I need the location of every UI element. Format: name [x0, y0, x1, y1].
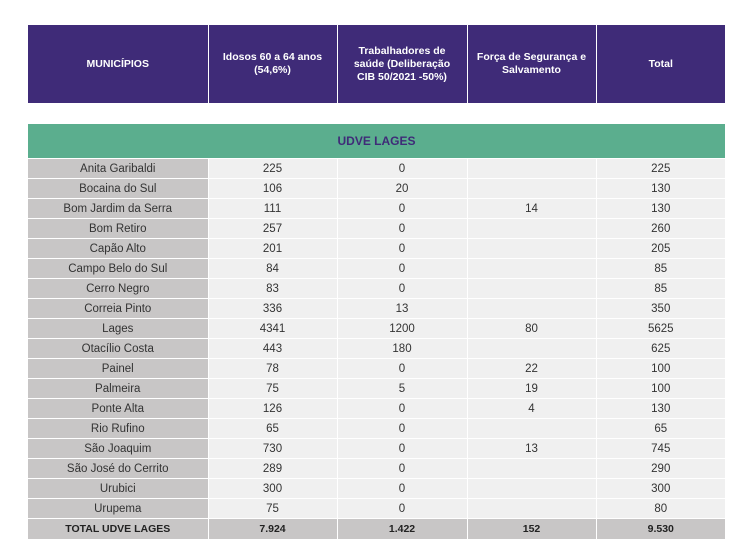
cell-municipio: Lages	[28, 319, 208, 339]
table-row	[28, 199, 725, 219]
vaccination-table	[28, 25, 725, 539]
cell-total: 350	[596, 299, 725, 319]
cell-municipio: Otacílio Costa	[28, 339, 208, 359]
table-row	[28, 279, 725, 299]
cell-idosos: 106	[208, 179, 337, 199]
table-row	[28, 399, 725, 419]
cell-trabalhadores: 0	[337, 239, 467, 259]
total-cell-municipio: TOTAL UDVE LAGES	[28, 519, 208, 540]
cell-forca-seguranca	[467, 259, 596, 279]
cell-forca-seguranca	[467, 419, 596, 439]
cell-total: 225	[596, 159, 725, 179]
table-row	[28, 239, 725, 259]
cell-forca-seguranca: 22	[467, 359, 596, 379]
cell-total: 260	[596, 219, 725, 239]
cell-forca-seguranca	[467, 159, 596, 179]
cell-municipio: São Joaquim	[28, 439, 208, 459]
cell-total: 85	[596, 279, 725, 299]
cell-municipio: Urubici	[28, 479, 208, 499]
cell-idosos: 78	[208, 359, 337, 379]
cell-municipio: São José do Cerrito	[28, 459, 208, 479]
cell-idosos: 257	[208, 219, 337, 239]
cell-idosos: 730	[208, 439, 337, 459]
cell-idosos: 65	[208, 419, 337, 439]
total-cell-forca-seguranca: 152	[467, 519, 596, 540]
cell-forca-seguranca	[467, 339, 596, 359]
cell-municipio: Bom Retiro	[28, 219, 208, 239]
cell-forca-seguranca: 14	[467, 199, 596, 219]
table-body	[28, 159, 725, 540]
cell-trabalhadores: 5	[337, 379, 467, 399]
table-row	[28, 459, 725, 479]
cell-total: 130	[596, 179, 725, 199]
cell-forca-seguranca	[467, 179, 596, 199]
header-spacer	[28, 103, 725, 124]
section-title: UDVE LAGES	[28, 124, 725, 159]
cell-trabalhadores: 0	[337, 499, 467, 519]
cell-forca-seguranca	[467, 239, 596, 259]
cell-municipio: Painel	[28, 359, 208, 379]
cell-trabalhadores: 0	[337, 459, 467, 479]
cell-total: 65	[596, 419, 725, 439]
table-row	[28, 439, 725, 459]
cell-forca-seguranca	[467, 219, 596, 239]
header-total: Total	[596, 25, 725, 103]
cell-total: 130	[596, 199, 725, 219]
total-row	[28, 519, 725, 540]
cell-municipio: Correia Pinto	[28, 299, 208, 319]
table-row	[28, 179, 725, 199]
table-row	[28, 359, 725, 379]
cell-municipio: Palmeira	[28, 379, 208, 399]
cell-idosos: 336	[208, 299, 337, 319]
table-row	[28, 299, 725, 319]
table-row	[28, 259, 725, 279]
cell-trabalhadores: 0	[337, 479, 467, 499]
header-forca-seguranca: Força de Segurança e Salvamento	[467, 25, 596, 103]
cell-municipio: Ponte Alta	[28, 399, 208, 419]
cell-total: 5625	[596, 319, 725, 339]
cell-idosos: 83	[208, 279, 337, 299]
cell-municipio: Campo Belo do Sul	[28, 259, 208, 279]
section-row	[28, 124, 725, 159]
table-row	[28, 319, 725, 339]
cell-idosos: 75	[208, 499, 337, 519]
cell-idosos: 443	[208, 339, 337, 359]
cell-idosos: 300	[208, 479, 337, 499]
cell-trabalhadores: 13	[337, 299, 467, 319]
header-trabalhadores-saude: Trabalhadores de saúde (Deliberação CIB 50/2021 -50%)	[337, 25, 467, 103]
cell-municipio: Urupema	[28, 499, 208, 519]
cell-municipio: Anita Garibaldi	[28, 159, 208, 179]
total-cell-idosos: 7.924	[208, 519, 337, 540]
vaccination-table-container	[28, 25, 725, 539]
table-row	[28, 419, 725, 439]
cell-total: 100	[596, 379, 725, 399]
cell-municipio: Bom Jardim da Serra	[28, 199, 208, 219]
header-municipios: MUNICÍPIOS	[28, 25, 208, 103]
cell-total: 745	[596, 439, 725, 459]
cell-idosos: 75	[208, 379, 337, 399]
cell-trabalhadores: 1200	[337, 319, 467, 339]
cell-idosos: 84	[208, 259, 337, 279]
total-cell-total: 9.530	[596, 519, 725, 540]
cell-total: 130	[596, 399, 725, 419]
table-row	[28, 339, 725, 359]
cell-forca-seguranca: 13	[467, 439, 596, 459]
cell-total: 290	[596, 459, 725, 479]
header-idosos: Idosos 60 a 64 anos (54,6%)	[208, 25, 337, 103]
cell-forca-seguranca	[467, 299, 596, 319]
cell-idosos: 225	[208, 159, 337, 179]
table-row	[28, 219, 725, 239]
cell-total: 80	[596, 499, 725, 519]
table-row	[28, 379, 725, 399]
table-row	[28, 499, 725, 519]
cell-idosos: 126	[208, 399, 337, 419]
cell-forca-seguranca: 80	[467, 319, 596, 339]
cell-forca-seguranca	[467, 459, 596, 479]
cell-municipio: Cerro Negro	[28, 279, 208, 299]
cell-trabalhadores: 0	[337, 359, 467, 379]
table-row	[28, 479, 725, 499]
cell-total: 100	[596, 359, 725, 379]
cell-municipio: Capão Alto	[28, 239, 208, 259]
cell-trabalhadores: 0	[337, 219, 467, 239]
cell-total: 625	[596, 339, 725, 359]
cell-trabalhadores: 20	[337, 179, 467, 199]
cell-municipio: Rio Rufino	[28, 419, 208, 439]
cell-idosos: 289	[208, 459, 337, 479]
cell-trabalhadores: 0	[337, 399, 467, 419]
cell-total: 300	[596, 479, 725, 499]
table-header-row	[28, 25, 725, 103]
cell-forca-seguranca: 4	[467, 399, 596, 419]
cell-trabalhadores: 0	[337, 279, 467, 299]
cell-total: 205	[596, 239, 725, 259]
cell-trabalhadores: 0	[337, 419, 467, 439]
cell-idosos: 111	[208, 199, 337, 219]
table-row	[28, 159, 725, 179]
cell-trabalhadores: 180	[337, 339, 467, 359]
cell-trabalhadores: 0	[337, 159, 467, 179]
cell-forca-seguranca: 19	[467, 379, 596, 399]
cell-total: 85	[596, 259, 725, 279]
cell-idosos: 201	[208, 239, 337, 259]
cell-trabalhadores: 0	[337, 259, 467, 279]
cell-forca-seguranca	[467, 279, 596, 299]
cell-trabalhadores: 0	[337, 439, 467, 459]
cell-municipio: Bocaina do Sul	[28, 179, 208, 199]
cell-trabalhadores: 0	[337, 199, 467, 219]
cell-idosos: 4341	[208, 319, 337, 339]
cell-forca-seguranca	[467, 479, 596, 499]
cell-forca-seguranca	[467, 499, 596, 519]
total-cell-trabalhadores: 1.422	[337, 519, 467, 540]
